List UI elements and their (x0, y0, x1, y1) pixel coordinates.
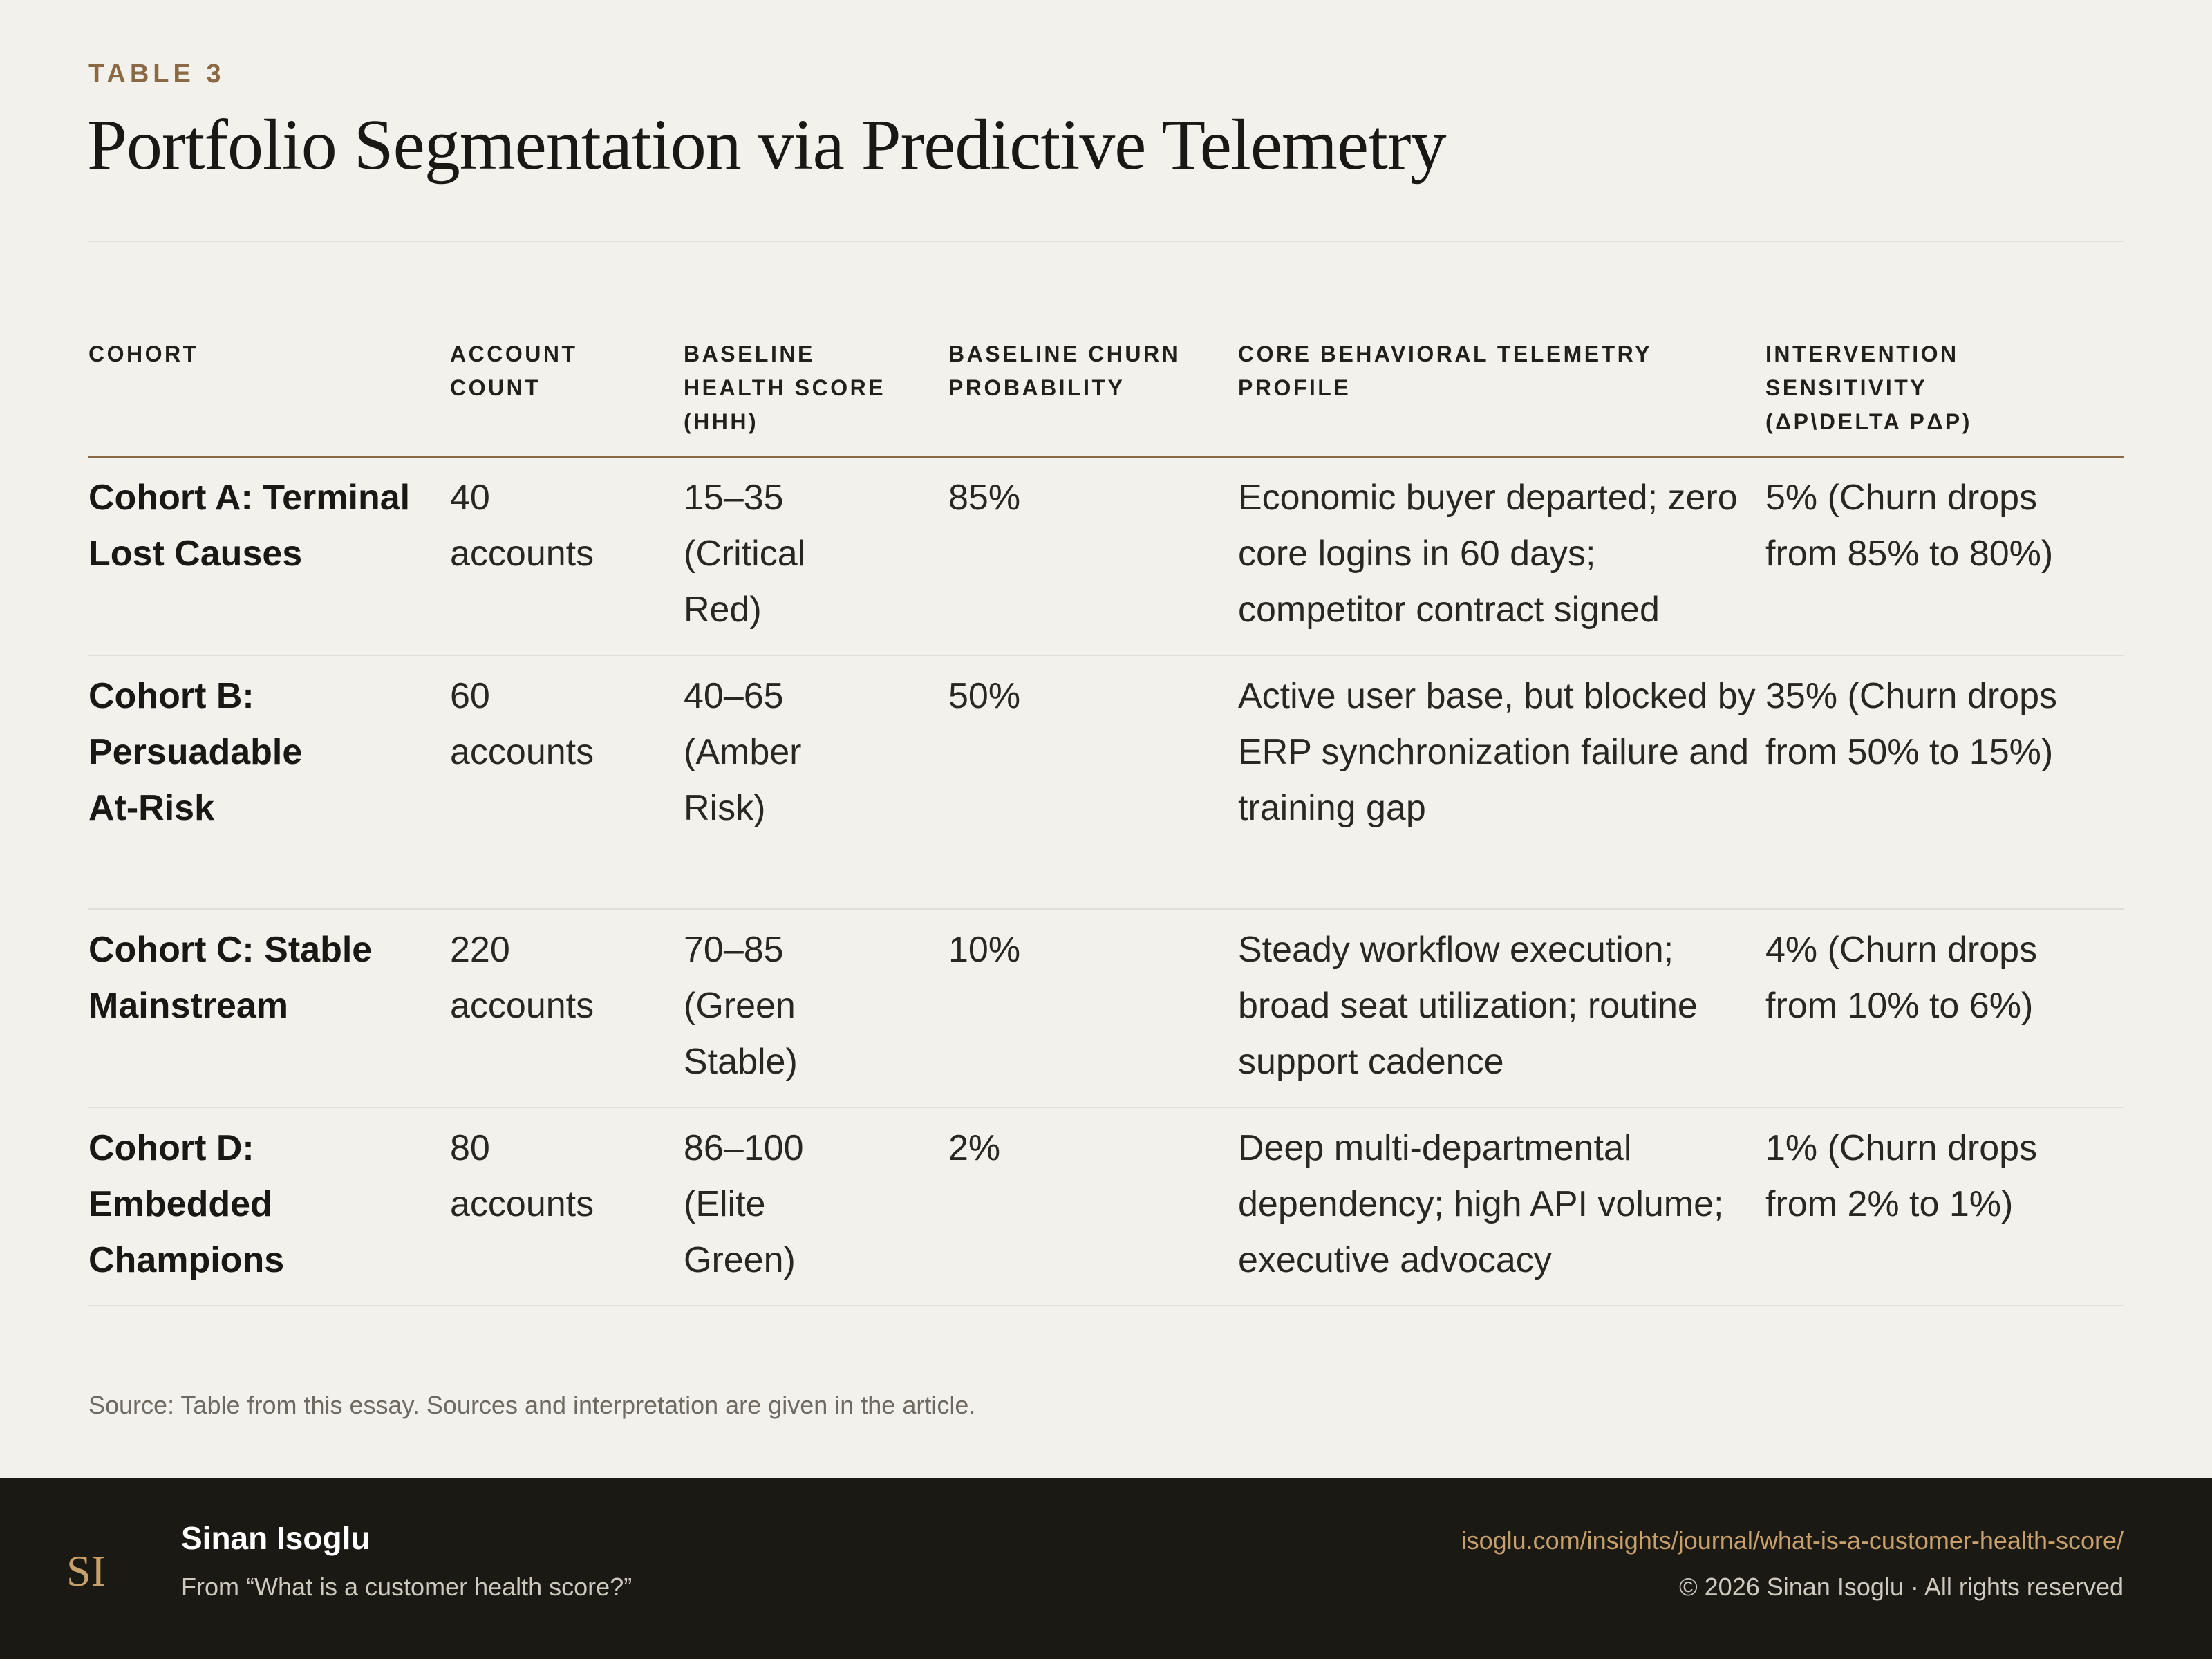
logo-monogram: SI (66, 1546, 106, 1595)
article-url-link[interactable]: isoglu.com/insights/journal/what-is-a-customer-health-score/ (1461, 1526, 2124, 1555)
cell-intervention-sensitivity: 4% (Churn drops from 10% to 6%) (1765, 930, 2038, 1026)
cell-telemetry-profile: Deep multi-departmental dependency; high API volume; executive advocacy (1238, 1128, 1724, 1280)
cell-cohort: Cohort C: Stable Mainstream (88, 930, 373, 1026)
cell-health-score: 15–35 (Critical Red) (684, 478, 806, 630)
title-divider (88, 241, 2124, 242)
cell-account-count: 220 accounts (450, 930, 594, 1026)
cell-health-score: 86–100 (Elite Green) (684, 1128, 804, 1280)
table-row (88, 1108, 2124, 1306)
author-name: Sinan Isoglu (181, 1520, 371, 1556)
cell-telemetry-profile: Steady workflow execution; broad seat utilization; routine support cadence (1238, 930, 1698, 1082)
page-title: Portfolio Segmentation via Predictive Telemetry (87, 105, 1446, 185)
header-account-count: ACCOUNT COUNT (450, 341, 578, 400)
cell-churn-probability: 50% (948, 676, 1021, 716)
cell-intervention-sensitivity: 35% (Churn drops from 50% to 15%) (1765, 676, 2057, 772)
source-note: Source: Table from this essay. Sources and interpretation are given in the article. (88, 1391, 976, 1419)
cell-health-score: 70–85 (Green Stable) (684, 930, 798, 1082)
table-row (88, 910, 2124, 1108)
cell-account-count: 40 accounts (450, 478, 594, 574)
cell-intervention-sensitivity: 5% (Churn drops from 85% to 80%) (1765, 478, 2054, 574)
header-telemetry-profile: CORE BEHAVIORAL TELEMETRY PROFILE (1238, 341, 1652, 400)
cell-cohort: Cohort B: Persuadable At-Risk (88, 676, 303, 828)
header-health-score: BASELINE HEALTH SCORE (HHH) (684, 341, 886, 434)
cell-telemetry-profile: Economic buyer departed; zero core logins in 60 days; competitor contract signed (1238, 478, 1738, 630)
cell-intervention-sensitivity: 1% (Churn drops from 2% to 1%) (1765, 1128, 2038, 1224)
article-reference: From “What is a customer health score?” (181, 1573, 632, 1601)
table-header (88, 330, 2124, 458)
header-intervention-sensitivity: INTERVENTION SENSITIVITY (ΔP\DELTA PΔP) (1765, 341, 1972, 434)
cell-health-score: 40–65 (Amber Risk) (684, 676, 802, 828)
header-churn-probability: BASELINE CHURN PROBABILITY (948, 341, 1181, 400)
cell-churn-probability: 10% (948, 930, 1021, 970)
header-cohort: COHORT (88, 341, 199, 366)
copyright: © 2026 Sinan Isoglu · All rights reserved (1679, 1573, 2124, 1601)
cell-cohort: Cohort D: Embedded Champions (88, 1128, 285, 1280)
cell-cohort: Cohort A: Terminal Lost Causes (88, 478, 411, 574)
table-row (88, 458, 2124, 656)
segmentation-table (88, 330, 2124, 1306)
table-label: TABLE 3 (88, 59, 225, 88)
cell-telemetry-profile: Active user base, but blocked by ERP synchronization failure and training gap (1238, 676, 1756, 828)
cell-churn-probability: 2% (948, 1128, 1001, 1168)
cell-account-count: 80 accounts (450, 1128, 594, 1224)
author-logo-icon (65, 1541, 119, 1597)
cell-churn-probability: 85% (948, 478, 1021, 518)
cell-account-count: 60 accounts (450, 676, 594, 772)
table-row (88, 656, 2124, 910)
footer (0, 1478, 2212, 1659)
